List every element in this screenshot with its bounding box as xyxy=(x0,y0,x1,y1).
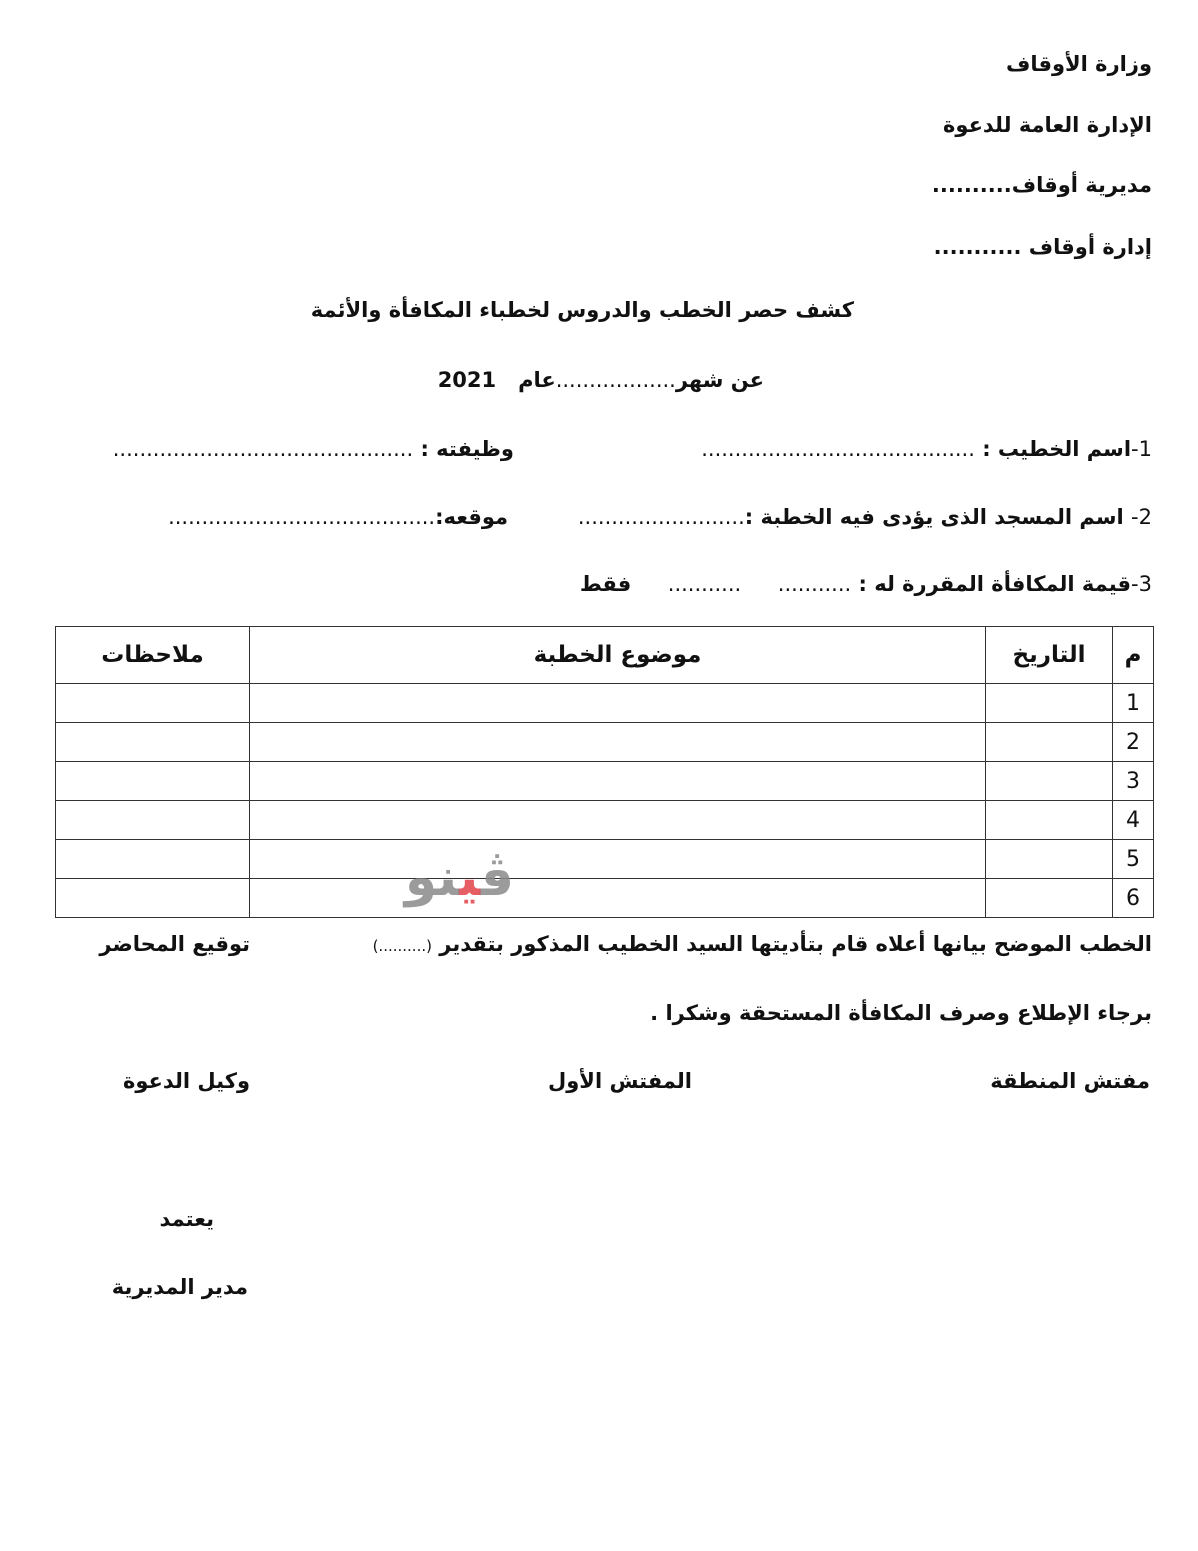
general-admin-heading: الإدارة العامة للدعوة xyxy=(943,113,1152,137)
field-preacher-name xyxy=(701,437,1152,461)
topic-cell[interactable] xyxy=(250,684,986,723)
topic-cell[interactable] xyxy=(250,762,986,801)
year-label: عام xyxy=(518,368,556,392)
date-cell[interactable] xyxy=(986,762,1113,801)
ministry-heading: وزارة الأوقاف xyxy=(1005,52,1152,76)
col-header-number: م xyxy=(1113,627,1154,684)
job-blank: ............................................. xyxy=(112,437,414,461)
row-number: 6 xyxy=(1113,879,1154,918)
watermark-logo xyxy=(372,848,514,918)
col-header-date: التاريخ xyxy=(986,627,1113,684)
topic-cell[interactable] xyxy=(250,723,986,762)
topic-cell[interactable] xyxy=(250,801,986,840)
watermark-glyph: ڤ xyxy=(479,848,514,908)
topic-cell[interactable] xyxy=(250,879,986,918)
month-blank: .................. xyxy=(555,368,676,392)
watermark-glyph: نو xyxy=(404,848,459,908)
period-line xyxy=(438,368,764,392)
notes-cell[interactable] xyxy=(56,762,250,801)
admin-heading: إدارة أوقاف ........... xyxy=(933,235,1152,259)
director-label: مدير المديرية xyxy=(111,1275,248,1299)
first-inspector-label: المفتش الأول xyxy=(548,1069,692,1093)
field-number: 2- xyxy=(1131,505,1152,529)
row-number: 3 xyxy=(1113,762,1154,801)
col-header-topic: موضوع الخطبة xyxy=(250,627,986,684)
date-cell[interactable] xyxy=(986,879,1113,918)
location-blank: ........................................ xyxy=(168,505,436,529)
field-blank: ......................... xyxy=(577,505,745,529)
location-label: موقعه: xyxy=(435,505,508,529)
field-job xyxy=(113,437,514,461)
col-header-notes: ملاحظات xyxy=(56,627,250,684)
table-row xyxy=(56,801,1154,840)
statement-line xyxy=(373,932,1152,956)
table-header-row xyxy=(56,627,1154,684)
field-reward-value xyxy=(580,572,1152,596)
table-row xyxy=(56,684,1154,723)
table-row xyxy=(56,840,1154,879)
table-row xyxy=(56,879,1154,918)
field-location xyxy=(168,505,508,529)
year-value: 2021 xyxy=(437,368,497,392)
area-inspector-label: مفتش المنطقة xyxy=(990,1069,1150,1093)
notes-cell[interactable] xyxy=(56,879,250,918)
job-label: وظيفته : xyxy=(420,437,514,461)
field-number: 3- xyxy=(1131,572,1152,596)
topic-cell[interactable] xyxy=(250,840,986,879)
date-cell[interactable] xyxy=(986,723,1113,762)
dawah-agent-label: وكيل الدعوة xyxy=(122,1069,250,1093)
approve-label: يعتمد xyxy=(159,1207,214,1231)
row-number: 2 xyxy=(1113,723,1154,762)
statement-text: الخطب الموضح بيانها أعلاه قام بتأديتها السيد الخطيب المذكور بتقدير xyxy=(439,932,1152,956)
page-title: كشف حصر الخطب والدروس لخطباء المكافأة والأئمة xyxy=(310,298,854,322)
table-row xyxy=(56,762,1154,801)
request-line: برجاء الإطلاع وصرف المكافأة المستحقة وشكرا . xyxy=(650,1001,1152,1025)
date-cell[interactable] xyxy=(986,840,1113,879)
table-row xyxy=(56,723,1154,762)
rating-blank: (..........) xyxy=(372,937,432,955)
directorate-heading: مديرية أوقاف.......... xyxy=(931,173,1152,197)
field-label: اسم الخطيب : xyxy=(982,437,1132,461)
notes-cell[interactable] xyxy=(56,723,250,762)
notes-cell[interactable] xyxy=(56,840,250,879)
notes-cell[interactable] xyxy=(56,684,250,723)
field-number: 1- xyxy=(1131,437,1152,461)
field-blank: ......................................... xyxy=(701,437,975,461)
field-label: قيمة المكافأة المقررة له : xyxy=(858,572,1132,596)
reward-blank-2: ........... xyxy=(667,572,742,596)
notes-cell[interactable] xyxy=(56,801,250,840)
lecturer-signature-label: توقيع المحاضر xyxy=(99,932,250,956)
month-label: عن شهر xyxy=(675,368,764,392)
row-number: 5 xyxy=(1113,840,1154,879)
row-number: 4 xyxy=(1113,801,1154,840)
field-mosque-name xyxy=(578,505,1152,529)
field-label: اسم المسجد الذى يؤدى فيه الخطبة : xyxy=(744,505,1124,529)
only-label: فقط xyxy=(579,572,632,596)
date-cell[interactable] xyxy=(986,801,1113,840)
reward-blank-1: ........... xyxy=(777,572,852,596)
sermons-table xyxy=(55,626,1154,918)
date-cell[interactable] xyxy=(986,684,1113,723)
row-number: 1 xyxy=(1113,684,1154,723)
watermark-glyph: ي xyxy=(458,848,480,908)
